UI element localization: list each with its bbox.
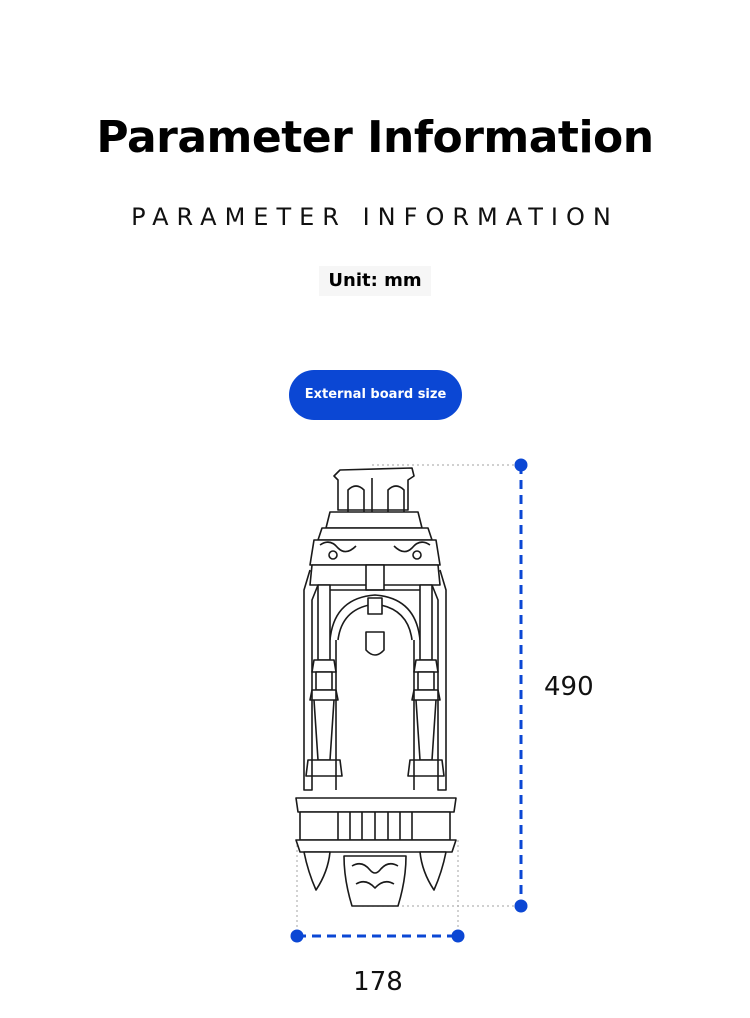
width-left-marker — [291, 930, 304, 943]
page-subtitle: PARAMETER INFORMATION — [131, 203, 619, 231]
width-value: 178 — [353, 967, 403, 997]
width-right-marker — [452, 930, 465, 943]
height-dimension — [515, 459, 528, 913]
cabinet-drawing — [296, 468, 456, 906]
height-top-marker — [515, 459, 528, 472]
unit-label: Unit: mm — [319, 266, 431, 296]
height-bottom-marker — [515, 900, 528, 913]
height-value: 490 — [544, 672, 594, 702]
page-title: Parameter Information — [96, 112, 654, 163]
external-board-size-button[interactable]: External board size — [289, 370, 462, 420]
width-dimension — [291, 930, 465, 943]
